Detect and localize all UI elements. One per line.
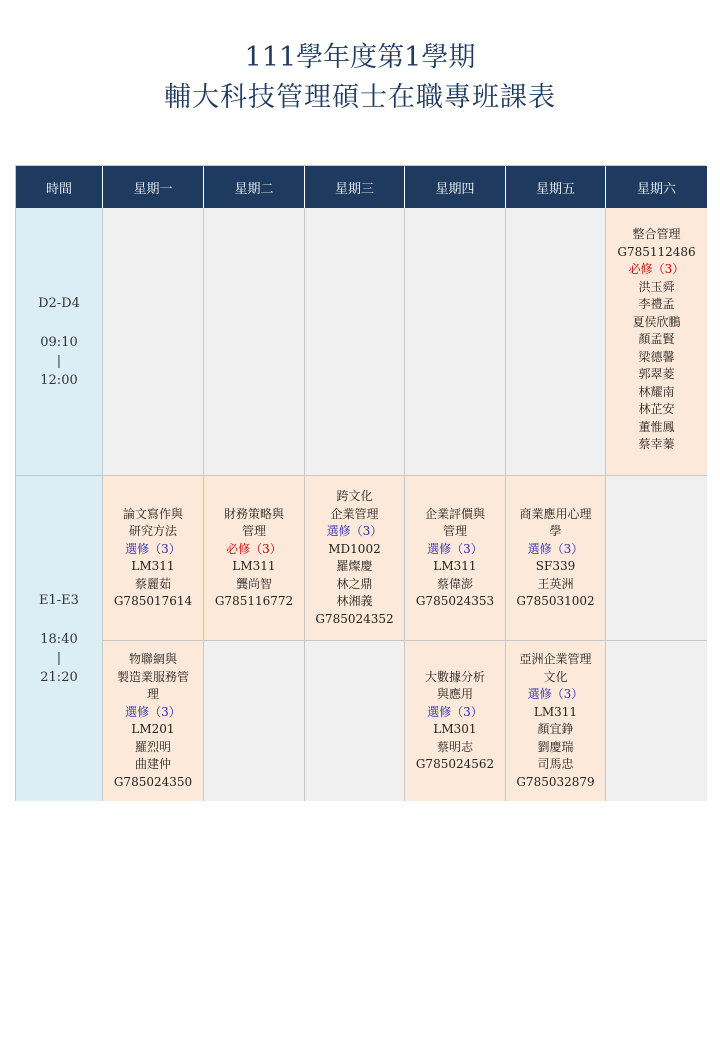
course-code: G785024353 — [415, 594, 495, 608]
course-type: 選修（3） — [427, 541, 483, 556]
page-subtitle: 輔大科技管理碩士在職專班課表 — [164, 82, 556, 113]
empty-cell — [506, 208, 606, 476]
course-name: 企業管理 — [330, 506, 379, 521]
empty-cell — [405, 208, 506, 476]
course-room: LM201 — [131, 722, 175, 736]
course-room: LM311 — [232, 559, 276, 573]
teacher: 王英洲 — [537, 576, 574, 591]
header-wednesday: 星期三 — [305, 166, 405, 208]
course-code: G785024350 — [113, 774, 193, 789]
course-name: 管理 — [241, 524, 266, 538]
slot-end: 21:20 — [40, 669, 78, 685]
empty-cell — [204, 208, 305, 476]
empty-cell — [606, 476, 707, 641]
course-type: 選修（3） — [125, 704, 181, 719]
header-tuesday: 星期二 — [204, 166, 305, 208]
course-cell-business-psychology — [506, 476, 606, 641]
course-name: 整合管理 — [632, 227, 681, 241]
time-slot-morning — [16, 208, 103, 476]
course-name: 學 — [549, 524, 562, 538]
teacher: 蔡明志 — [436, 739, 473, 754]
header-monday: 星期一 — [103, 166, 204, 208]
teacher: 林芷安 — [638, 402, 675, 416]
course-room: LM311 — [533, 704, 578, 719]
header-friday: 星期五 — [506, 166, 606, 208]
course-name: 跨文化 — [336, 489, 373, 503]
course-room: LM311 — [131, 559, 175, 573]
time-slot-evening — [16, 476, 103, 801]
teacher: 洪玉舜 — [638, 279, 675, 294]
course-name: 論文寫作與 — [122, 506, 183, 521]
course-name: 理 — [146, 687, 159, 701]
course-cell-integrated-management — [606, 208, 707, 476]
teacher: 羅烈明 — [134, 739, 171, 754]
course-cell-enterprise-valuation — [405, 476, 506, 641]
teacher: 蔡偉澎 — [436, 576, 473, 591]
slot-start: 18:40 — [40, 631, 78, 647]
course-code: G785032879 — [516, 774, 595, 789]
course-name: 亞洲企業管理 — [519, 652, 592, 666]
empty-cell — [305, 641, 405, 801]
slot-separator: | — [56, 650, 62, 666]
header-thursday: 星期四 — [405, 166, 506, 208]
teacher: 顏孟賢 — [638, 332, 675, 346]
teacher: 羅燦慶 — [336, 559, 373, 573]
teacher: 司馬忠 — [537, 757, 574, 771]
course-code: G785024562 — [415, 757, 495, 771]
course-name: 財務策略與 — [223, 506, 284, 521]
teacher: 蔡麗茹 — [134, 576, 171, 591]
slot-separator: | — [56, 353, 62, 369]
course-type: 選修（3） — [527, 541, 584, 556]
empty-cell — [305, 208, 405, 476]
teacher: 顏宜錚 — [537, 722, 574, 736]
course-code: G785031002 — [516, 594, 595, 608]
teacher: 劉慶瑞 — [537, 739, 574, 754]
teacher: 梁德馨 — [638, 349, 675, 364]
empty-cell — [606, 641, 707, 801]
empty-cell — [103, 208, 204, 476]
course-name: 大數據分析 — [424, 669, 485, 684]
teacher: 蔡幸蓁 — [638, 437, 675, 451]
course-name: 商業應用心理 — [519, 506, 592, 521]
course-name: 製造業服務管 — [116, 669, 189, 684]
header-saturday: 星期六 — [606, 166, 707, 208]
course-cell-cross-cultural — [305, 476, 405, 641]
teacher: 夏侯欣鵬 — [632, 314, 681, 329]
course-name: 文化 — [543, 669, 568, 684]
slot-code: D2-D4 — [38, 295, 80, 311]
course-cell-iot-manufacturing — [103, 641, 204, 801]
course-code: G785116772 — [214, 594, 294, 608]
course-cell-thesis-writing — [103, 476, 204, 641]
slot-end: 12:00 — [40, 372, 78, 388]
course-code: G785017614 — [113, 594, 193, 608]
course-name: 管理 — [442, 524, 467, 538]
course-name: 研究方法 — [128, 524, 177, 538]
course-name: 企業評價與 — [424, 506, 485, 521]
teacher: 李禮孟 — [638, 297, 675, 311]
timetable — [15, 165, 706, 801]
slot-start: 09:10 — [40, 334, 78, 350]
course-name: 與應用 — [436, 687, 473, 701]
teacher: 董惟鳳 — [638, 419, 675, 434]
teacher: 曲建仲 — [134, 757, 171, 771]
course-room: MD1002 — [328, 541, 381, 556]
course-room: LM311 — [433, 559, 477, 573]
empty-cell — [204, 641, 305, 801]
course-cell-financial-strategy — [204, 476, 305, 641]
course-type: 必修（3） — [628, 262, 685, 276]
slot-code: E1-E3 — [39, 592, 79, 608]
course-code: G785024352 — [315, 611, 394, 626]
course-type: 選修（3） — [527, 687, 584, 701]
teacher: 林湘義 — [336, 594, 373, 608]
course-name: 物聯網與 — [128, 652, 177, 666]
course-type: 選修（3） — [326, 524, 383, 538]
page-title: 111學年度第1學期 — [244, 42, 476, 73]
header-time: 時間 — [16, 166, 103, 208]
course-code: G785112486 — [617, 244, 696, 259]
course-cell-big-data — [405, 641, 506, 801]
course-room: SF339 — [535, 559, 576, 573]
course-type: 選修（3） — [125, 541, 181, 556]
teacher: 郭翠菱 — [638, 367, 675, 381]
course-cell-asian-business-culture — [506, 641, 606, 801]
teacher: 林耀南 — [638, 384, 675, 399]
teacher: 龔尚智 — [235, 576, 272, 591]
teacher: 林之鼎 — [336, 576, 373, 591]
course-room: LM301 — [433, 722, 477, 736]
course-type: 必修（3） — [226, 541, 282, 556]
course-type: 選修（3） — [427, 704, 483, 719]
